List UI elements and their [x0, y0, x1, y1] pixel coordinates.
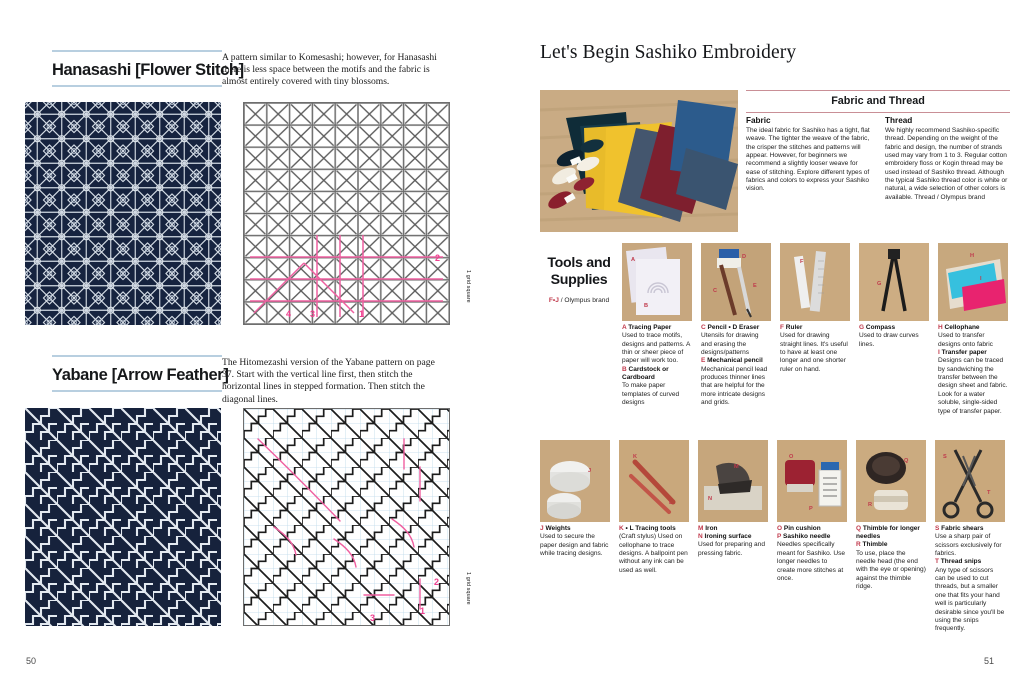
hanasashi-rule-bottom: [52, 85, 222, 87]
caption-body-a: Used to trace motifs, designs and patterns. A thin or sheer piece of paper will work too.: [622, 332, 691, 365]
ruler-photo: [780, 243, 850, 321]
caption-title-h: Cellophane: [944, 324, 980, 331]
caption-heading-q: [856, 525, 926, 541]
caption-heading-o: [777, 525, 847, 533]
tool-captions-f: [780, 324, 850, 374]
tool-cell-h-i: [938, 243, 1008, 416]
caption-letter-q: Q: [856, 525, 862, 532]
caption-body-t: Any type of scissors can be used to cut threads, but a smaller one that fits your hand well is particularly desirable since you'll be using the snips frequently.: [935, 566, 1005, 633]
caption-heading-n: [698, 533, 768, 541]
pin-cushion-needle-photo: [777, 440, 847, 522]
photo-label-n: N: [708, 496, 713, 502]
caption-letter-s: S: [935, 525, 940, 532]
caption-title-k-l: • L Tracing tools: [625, 525, 676, 532]
photo-label-s: S: [943, 454, 947, 460]
caption-letter-e: E: [701, 357, 706, 365]
caption-body-k-l: (Craft stylus) Used on cellophane to trace designs. A ballpoint pen without any ink can be used as well.: [619, 533, 688, 574]
hanasashi-stitch-chart: [243, 102, 450, 325]
caption-title-c: Pencil • D Eraser: [707, 324, 760, 331]
caption-letter-m: M: [698, 525, 704, 532]
caption-body-n: Used for preparing and pressing fabric.: [698, 541, 765, 557]
photo-label-d: D: [742, 254, 747, 260]
caption-body-c: Utensils for drawing and erasing the designs/patterns: [701, 332, 759, 357]
thread-body: We highly recommend Sashiko-specific thread. Depending on the weight of the fabric and design, the number of strands used may vary from 1 to 3. Regular cotton embroidery floss or Kogin thread may be used instead of Sashiko thread. Although the typical Sashiko thread color is white or natural, a wide selection of other colors is available. Thread / Olympus brand: [885, 127, 1008, 201]
thread-column: [885, 116, 1010, 202]
caption-title-m: Iron: [705, 525, 718, 532]
fabric-heading: Fabric: [746, 116, 771, 125]
tools-title-line1: Tools and: [547, 255, 611, 271]
caption-letter-j: J: [540, 525, 544, 532]
photo-label-t: T: [987, 490, 991, 496]
fabric-and-thread-photo: [540, 90, 738, 232]
thimble-photo: [856, 440, 926, 522]
yabane-title: Yabane [Arrow Feather]: [52, 366, 229, 384]
caption-title-b: Cardstock or Cardboard: [622, 365, 669, 382]
tool-captions-a-b: [622, 324, 692, 407]
yabane-chart-art: [244, 409, 449, 625]
caption-body-s: Use a sharp pair of scissors exclusively for fabrics.: [935, 533, 1002, 558]
tool-captions-s-t: [935, 525, 1005, 634]
photo-label-q: Q: [904, 458, 909, 464]
caption-heading-k-l: [619, 525, 689, 533]
tool-captions-h-i: [938, 324, 1008, 416]
caption-title-r: Thimble: [862, 541, 888, 549]
hanasashi-fabric-photo: [25, 102, 221, 325]
fabric-and-thread-title: Fabric and Thread: [831, 95, 925, 107]
svg-text:3: 3: [310, 309, 316, 319]
photo-label-m: M: [734, 464, 739, 470]
caption-heading-i: [938, 349, 1008, 357]
photo-label-o: O: [789, 454, 794, 460]
photo-label-b: B: [644, 303, 649, 309]
svg-text:2: 2: [435, 253, 441, 263]
caption-title-o: Pin cushion: [783, 525, 821, 532]
caption-letter-t: T: [935, 558, 939, 566]
right-page-number: 51: [983, 656, 994, 666]
caption-letter-k: K: [619, 525, 624, 532]
photo-label-e: E: [753, 283, 757, 289]
weights-photo: [540, 440, 610, 522]
photo-label-f: F: [800, 259, 804, 265]
yabane-fabric-photo: [25, 408, 221, 626]
caption-heading-t: [935, 558, 1005, 566]
fabric-thread-columns: [746, 116, 1010, 202]
caption-title-j: Weights: [545, 525, 571, 532]
photo-label-i: I: [980, 276, 982, 282]
tool-captions-c-d-e: [701, 324, 771, 408]
caption-heading-j: [540, 525, 610, 533]
caption-letter-g: G: [859, 324, 865, 331]
tool-cell-q-r: [856, 440, 926, 592]
photo-label-a: A: [631, 257, 636, 263]
caption-letter-c: C: [701, 324, 706, 331]
caption-letter-h: H: [938, 324, 943, 331]
caption-heading-h: [938, 324, 1008, 332]
tool-captions-j: [540, 525, 610, 558]
scissors-photo: [935, 440, 1005, 522]
caption-body-j: Used to secure the paper design and fabric while tracing designs.: [540, 533, 609, 558]
tracing-tools-photo: [619, 440, 689, 522]
hanasashi-title: Hanasashi [Flower Stitch]: [52, 61, 244, 79]
tool-captions-o-p: [777, 525, 847, 583]
fabric-thread-rule-bottom: [746, 112, 1010, 113]
photo-label-j: J: [588, 468, 592, 474]
tool-captions-k-l: [619, 525, 689, 575]
photo-label-r: R: [868, 502, 873, 508]
caption-body-b: To make paper templates of curved designs: [622, 382, 680, 407]
svg-text:2: 2: [434, 577, 440, 587]
fabric-photo-art: [540, 90, 738, 232]
hanasashi-swatch-art: [25, 102, 221, 325]
tool-cell-j: [540, 440, 610, 558]
tools-brand-letters: F•J: [548, 297, 559, 304]
hanasashi-description: A pattern similar to Komesashi; however, for Hanasashi there is less space between the motifs and the fabric is almost entirely covered with tiny blossoms.: [222, 52, 437, 88]
svg-text:3: 3: [370, 613, 376, 623]
photo-label-l: L: [669, 500, 673, 506]
photo-label-h: H: [970, 253, 975, 259]
tracing-paper-photo: [622, 243, 692, 321]
tool-captions-g: [859, 324, 929, 349]
caption-heading-f: [780, 324, 850, 332]
tool-captions-m-n: [698, 525, 768, 558]
caption-letter-p: P: [777, 533, 782, 541]
caption-heading-p: [777, 533, 847, 541]
caption-title-s: Fabric shears: [941, 525, 984, 532]
yabane-rule-bottom: [52, 390, 222, 392]
caption-letter-o: O: [777, 525, 783, 532]
svg-text:4: 4: [286, 309, 292, 319]
svg-text:1: 1: [359, 309, 365, 319]
tool-cell-m-n: [698, 440, 768, 558]
yabane-description: The Hitomezashi version of the Yabane pattern on page 37. Start with the vertical line first, then stitch the horizontal lines in stepped formation. Then stitch the diagonal lines.: [222, 357, 435, 405]
photo-label-k: K: [633, 454, 638, 460]
hanasashi-grid-square-label: 1 grid square: [465, 270, 471, 303]
pencil-eraser-photo: [701, 243, 771, 321]
tools-brand-text: / Olympus brand: [560, 297, 610, 304]
compass-photo: [859, 243, 929, 321]
tool-cell-c-d-e: [701, 243, 771, 408]
fabric-column: [746, 116, 871, 202]
caption-heading-g: [859, 324, 929, 332]
caption-title-p: Sashiko needle: [783, 533, 831, 541]
left-page-number: 50: [26, 656, 37, 666]
caption-body-h: Used to transfer designs onto fabric: [938, 332, 993, 348]
caption-heading-m: [698, 525, 768, 533]
tool-cell-g: [859, 243, 929, 349]
svg-text:1: 1: [420, 606, 426, 616]
tools-brand-line: [540, 297, 618, 304]
caption-title-q: Thimble for longer needles: [856, 525, 920, 541]
caption-heading-r: [856, 541, 926, 549]
iron-photo: [698, 440, 768, 522]
caption-letter-i: I: [938, 349, 940, 357]
caption-heading-s: [935, 525, 1005, 533]
caption-title-f: Ruler: [785, 324, 803, 331]
yabane-swatch-art: [25, 408, 221, 626]
caption-heading-a: [622, 324, 692, 332]
caption-body-e: Mechanical pencil lead produces thinner lines that are helpful for the more intricate designs and grids.: [701, 365, 768, 407]
photo-label-c: C: [713, 288, 718, 294]
tool-cell-s-t: [935, 440, 1005, 634]
fabric-body: The ideal fabric for Sashiko has a tight, flat weave. The tighter the weave of the fabric, the crisper the stitches and patterns will appear. However, for beginners we recommend a slightly looser weave for ease of stitching. Explore different types of fabrics and colors to express your Sashiko vision.: [746, 127, 870, 193]
caption-heading-b: [622, 366, 692, 382]
caption-letter-f: F: [780, 324, 784, 331]
tool-cell-o-p: [777, 440, 847, 583]
caption-title-t: Thread snips: [940, 558, 982, 566]
tool-cell-a-b: [622, 243, 692, 407]
cellophane-transfer-photo: [938, 243, 1008, 321]
caption-title-n: Ironing surface: [704, 533, 752, 541]
tool-captions-q-r: [856, 525, 926, 592]
caption-title-a: Tracing Paper: [628, 324, 672, 331]
thread-heading: Thread: [885, 116, 913, 125]
tools-and-supplies-title-block: [540, 255, 618, 304]
tool-cell-f: [780, 243, 850, 374]
caption-heading-e: [701, 357, 771, 365]
photo-label-p: P: [809, 506, 813, 512]
right-page: [512, 0, 1024, 678]
caption-title-i: Transfer paper: [941, 349, 987, 357]
caption-letter-n: N: [698, 533, 703, 541]
caption-heading-c: [701, 324, 771, 332]
yabane-rule-top: [52, 355, 222, 357]
caption-body-g: Used to draw curves lines.: [859, 332, 919, 348]
caption-body-p: Needles specifically meant for Sashiko. Use longer needles to create more stitches at once.: [777, 541, 846, 583]
caption-body-r: To use, place the needle head (the end with the eye or opening) against the thimble ridge.: [856, 549, 926, 591]
yabane-grid-square-label: 1 grid square: [465, 572, 471, 605]
caption-body-f: Used for drawing straight lines. It's useful to have at least one longer and one shorter ruler on hand.: [780, 332, 848, 373]
caption-letter-r: R: [856, 541, 861, 549]
page-title: Let's Begin Sashiko Embroidery: [540, 42, 797, 63]
caption-letter-a: A: [622, 324, 627, 331]
caption-title-e: Mechanical pencil: [707, 357, 763, 365]
tool-cell-k-l: [619, 440, 689, 575]
caption-title-g: Compass: [865, 324, 896, 331]
photo-label-g: G: [877, 281, 882, 287]
hanasashi-chart-art: [244, 103, 449, 324]
yabane-stitch-chart: [243, 408, 450, 626]
tools-title-line2: Supplies: [550, 271, 608, 288]
caption-letter-b: B: [622, 365, 627, 373]
fabric-thread-rule-top: [746, 90, 1010, 91]
hanasashi-rule-top: [52, 50, 222, 52]
caption-body-i: Designs can be traced by sandwiching the transfer between the design sheet and fabric. Look for a water soluble, single-sided type of transfer paper.: [938, 357, 1008, 415]
